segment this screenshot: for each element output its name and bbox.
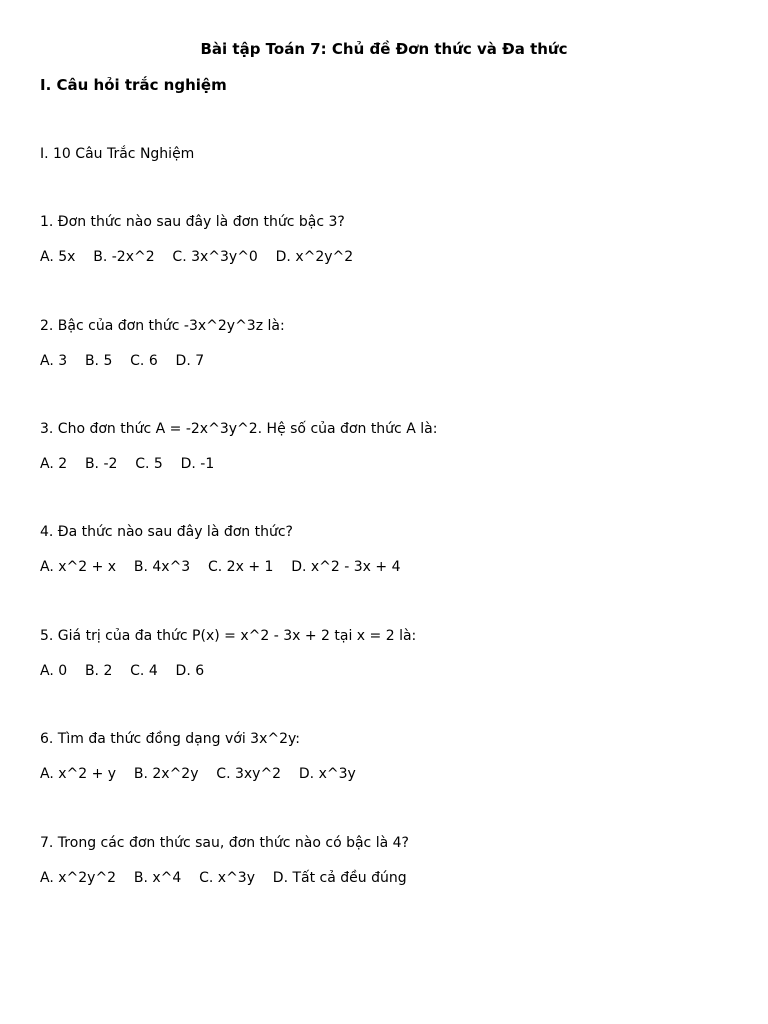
question-3-options: A. 2 B. -2 C. 5 D. -1 <box>40 456 215 472</box>
question-1-text: 1. Đơn thức nào sau đây là đơn thức bậc 3? <box>40 214 345 230</box>
question-2-text: 2. Bậc của đơn thức -3x^2y^3z là: <box>40 318 285 334</box>
document-title: Bài tập Toán 7: Chủ đề Đơn thức và Đa thức <box>200 40 568 58</box>
question-4-text: 4. Đa thức nào sau đây là đơn thức? <box>40 524 293 540</box>
section-heading: I. Câu hỏi trắc nghiệm <box>40 76 227 94</box>
question-2-options: A. 3 B. 5 C. 6 D. 7 <box>40 353 205 369</box>
question-5-options: A. 0 B. 2 C. 4 D. 6 <box>40 663 205 679</box>
question-7-options: A. x^2y^2 B. x^4 C. x^3y D. Tất cả đều đúng <box>40 870 407 886</box>
question-7-text: 7. Trong các đơn thức sau, đơn thức nào có bậc là 4? <box>40 835 409 851</box>
subheading: I. 10 Câu Trắc Nghiệm <box>40 146 195 162</box>
question-1-options: A. 5x B. -2x^2 C. 3x^3y^0 D. x^2y^2 <box>40 249 354 265</box>
question-4-options: A. x^2 + x B. 4x^3 C. 2x + 1 D. x^2 - 3x + 4 <box>40 559 401 575</box>
question-5-text: 5. Giá trị của đa thức P(x) = x^2 - 3x + 2 tại x = 2 là: <box>40 628 417 644</box>
question-6-options: A. x^2 + y B. 2x^2y C. 3xy^2 D. x^3y <box>40 766 356 782</box>
question-3-text: 3. Cho đơn thức A = -2x^3y^2. Hệ số của đơn thức A là: <box>40 421 438 437</box>
question-6-text: 6. Tìm đa thức đồng dạng với 3x^2y: <box>40 731 300 747</box>
